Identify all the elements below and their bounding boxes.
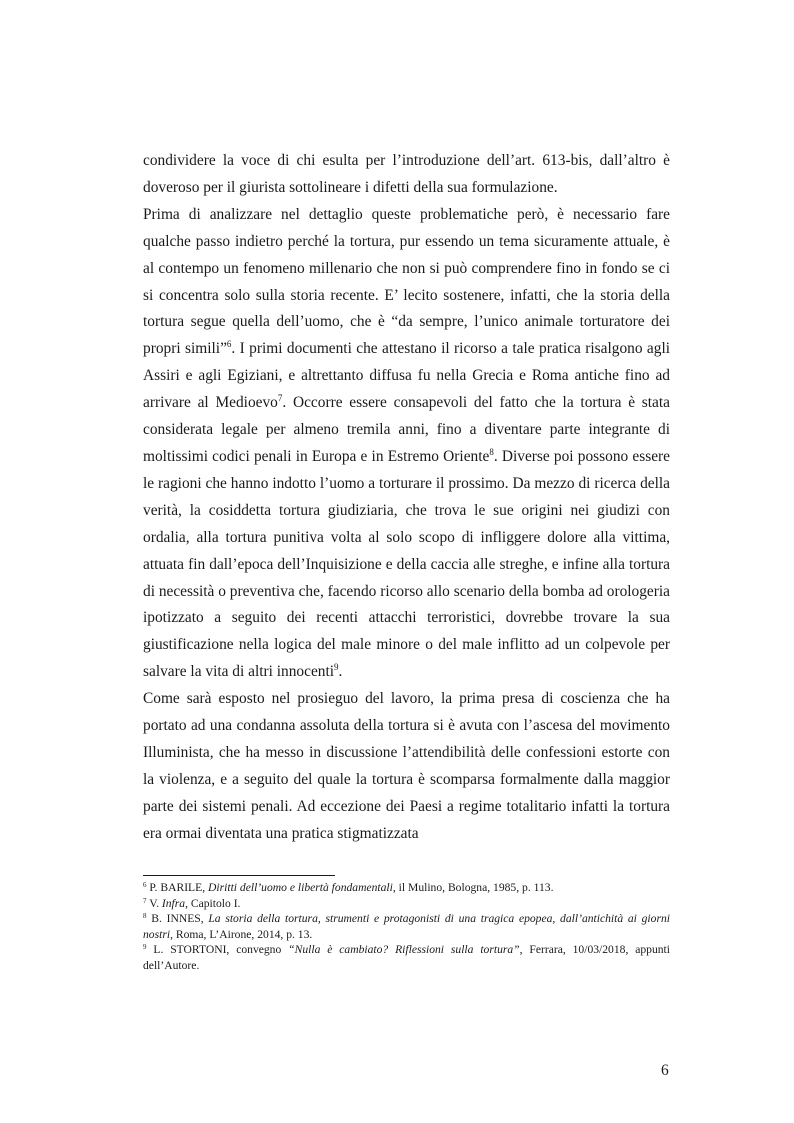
footnote-8 (143, 911, 670, 942)
footnote-ref-6[interactable]: 6 (226, 339, 232, 350)
footnote-ref-7[interactable]: 7 (277, 393, 283, 404)
footnote-number: 8 (143, 912, 147, 920)
footnote-details: , il Mulino, Bologna, 1985, p. 113. (392, 881, 554, 894)
paragraph-3: Come sarà esposto nel prosieguo del lavoro, la prima presa di coscienza che ha portato ad una condanna assoluta della tortura si è avuta con l’ascesa del movimento Illuminista, che ha messo in discussione l’attendibilità delle confessioni estorte con la violenza, e a seguito del quale la tortura è scomparsa formalmente dalla maggior parte dei sistemi penali. Ad eccezione dei Paesi a regime totalitario infatti la tortura era ormai diventata una pratica stigmatizzata (143, 690, 670, 842)
footnote-7 (143, 896, 670, 912)
footnote-author: B. INNES, (146, 912, 209, 925)
paragraph-1: condividere la voce di chi esulta per l’introduzione dell’art. 613-bis, dall’altro è doveroso per il giurista sottolineare i difetti della sua formulazione. (143, 152, 670, 196)
footnotes (143, 880, 670, 973)
paragraph-2-text-e: . (338, 663, 343, 681)
footnote-author: L. STORTONI, convegno (146, 943, 289, 956)
footnote-details: , Capitolo I. (185, 896, 241, 910)
footnote-title: La storia della tortura, strumenti e protagonisti di una tragica epopea, dall’antichità ai giorni nostri (143, 912, 670, 941)
body-text (143, 148, 670, 848)
footnote-6 (143, 880, 670, 896)
footnote-ref-9[interactable]: 9 (334, 662, 339, 673)
paragraph-2-text-a: Prima di analizzare nel dettaglio queste problematiche però, è necessario fare qualche passo indietro perché la tortura, pur essendo un tema sicuramente attuale, è al contempo un fenomeno millenario che non si può comprendere fino in fondo se ci si concentra solo sulla storia recente. E’ lecito sostenere, infatti, che la storia della tortura segue quella dell’uomo, che è “da sempre, l’unico animale torturatore dei propri simili” (143, 205, 670, 358)
footnote-details: , Roma, L’Airone, 2014, p. 13. (170, 927, 313, 941)
paragraph-2-text-d: . Diverse poi possono essere le ragioni che hanno indotto l’uomo a torturare il prossimo. Da mezzo di ricerca della verità, la cosiddetta tortura giudiziaria, che trova le sue origini nei giudizi con ordalia, alla tortura punitiva volta al solo scopo di infliggere dolore alla vittima, attuata fin dall’epoca dell’Inquisizione e della caccia alle streghe, e infine alla tortura di necessità o preventiva che, facendo ricorso allo scenario della bomba ad orologeria ipotizzato a seguito dei recenti attacchi terroristici, dovrebbe trovare la sua giustificazione nella logica del male minore o del male inflitto ad un colpevole per salvare la vita di altri innocenti (143, 447, 670, 681)
footnote-title: Infra (161, 896, 186, 910)
footnote-number: 7 (143, 896, 147, 905)
paragraph-2 (143, 202, 670, 686)
footnote-details: , Ferrara, 10/03/2018, appunti dell’Autore. (143, 943, 670, 972)
footnote-number: 9 (143, 943, 147, 951)
footnote-title: Diritti dell’uomo e libertà fondamentali (208, 881, 393, 894)
footnote-author: P. BARILE, (146, 881, 209, 894)
paragraph-2-text-c: . Occorre essere consapevoli del fatto che la tortura è stata considerata legale per almeno tremila anni, fino a diventare parte integrante di moltissimi codici penali in Europa e in Estremo Oriente (143, 394, 670, 465)
footnote-number: 6 (143, 881, 147, 889)
footnote-title: “Nulla è cambiato? Riflessioni sulla tortura” (288, 943, 520, 956)
footnote-9 (143, 942, 670, 973)
paragraph-2-text-b: . I primi documenti che attestano il ricorso a tale pratica risalgono agli Assiri e agli Egiziani, e altrettanto diffusa fu nella Grecia e Roma antiche fino ad arrivare al Medioevo (143, 340, 670, 412)
footnote-divider (143, 875, 335, 876)
footnote-ref-8[interactable]: 8 (489, 446, 494, 457)
page-number: 6 (661, 1062, 669, 1079)
footnote-author: V. (146, 896, 162, 910)
